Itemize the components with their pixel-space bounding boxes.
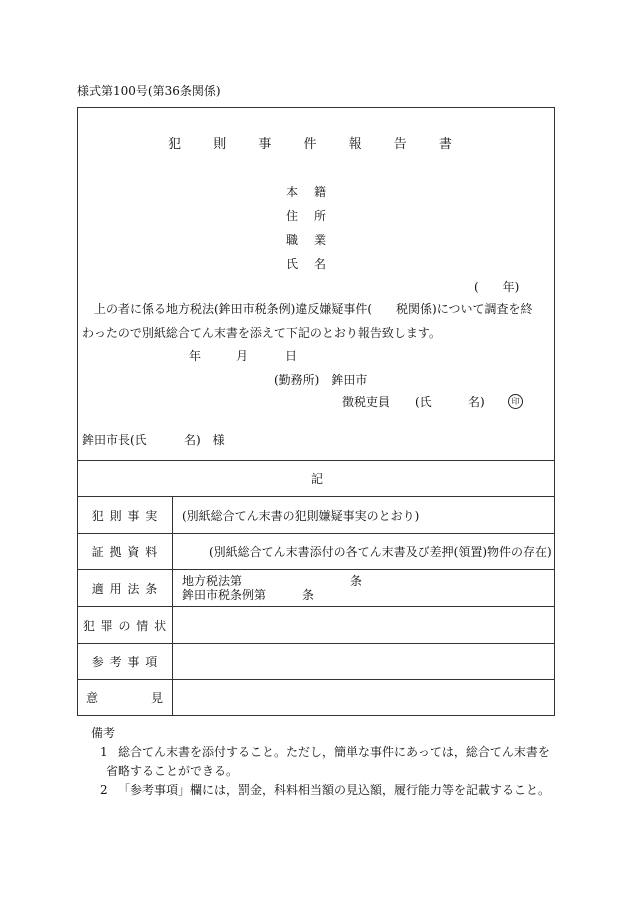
row-label-opinion: 意 見 [85, 691, 164, 705]
form-title: 犯 則 事 件 報 告 書 [168, 137, 466, 152]
row-value-facts: (別紙総合てん末書の犯則嫌疑事実のとおり) [182, 509, 420, 523]
row-label-law: 適 用 法 条 [91, 582, 159, 596]
date-month: 月 [236, 349, 249, 363]
occupation-label: 職 業 [286, 233, 329, 247]
officer-name-open: (氏 [415, 395, 432, 409]
divider [78, 533, 554, 534]
divider [78, 460, 554, 461]
note-2-line1: 「参考事項」欄には，罰金，科料相当額の見込額，履行能力等を記載すること。 [118, 783, 551, 797]
date-year: 年 [189, 349, 202, 363]
ki-heading: 記 [310, 472, 323, 486]
report-form [77, 107, 555, 716]
address-label: 住 所 [286, 209, 329, 223]
officer-title: 徴税吏員 [342, 395, 391, 409]
notes-title: 備考 [91, 726, 116, 740]
body-text-line1: 上の者に係る地方税法(鉾田市税条例)違反嫌疑事件( 税関係)について調査を終 [94, 302, 533, 316]
row-label-evidence: 証 拠 資 料 [91, 545, 159, 559]
note-1-line1: 総合てん末書を添付すること。ただし，簡単な事件にあっては，総合てん末書を [118, 745, 550, 759]
note-number-2: 2 [100, 783, 108, 797]
office-line: (勤務所) 鉾田市 [274, 373, 368, 387]
row-value-law-1: 地方税法第 条 [182, 574, 363, 588]
form-number: 様式第100号(第36条関係) [77, 84, 221, 98]
row-label-facts: 犯 則 事 実 [91, 509, 159, 523]
name-label: 氏 名 [286, 257, 329, 271]
divider [78, 643, 554, 644]
officer-name-close: 名) [468, 395, 485, 409]
row-label-reference: 参 考 事 項 [91, 655, 159, 669]
note-1-line2: 省略することができる。 [106, 764, 239, 778]
seal-mark: 印 [508, 394, 523, 409]
divider [78, 679, 554, 680]
addressee-suffix: 名) 様 [184, 433, 225, 447]
divider [78, 569, 554, 570]
date-day: 日 [285, 349, 298, 363]
row-label-circumstances: 犯 罪 の 情 状 [82, 619, 168, 633]
honseki-label: 本 籍 [286, 185, 329, 199]
body-text-line2: わったので別紙総合てん末書を添えて下記のとおり報告致します。 [82, 326, 441, 340]
row-value-law-2: 鉾田市税条例第 条 [182, 588, 315, 602]
divider [78, 496, 554, 497]
divider [78, 606, 554, 607]
addressee-prefix: 鉾田市長(氏 [82, 433, 147, 447]
age-field: ( 年) [474, 280, 520, 294]
note-number-1: 1 [100, 745, 108, 759]
row-value-evidence: (別紙総合てん末書添付の各てん末書及び差押(領置)物件の存在) [209, 545, 552, 559]
